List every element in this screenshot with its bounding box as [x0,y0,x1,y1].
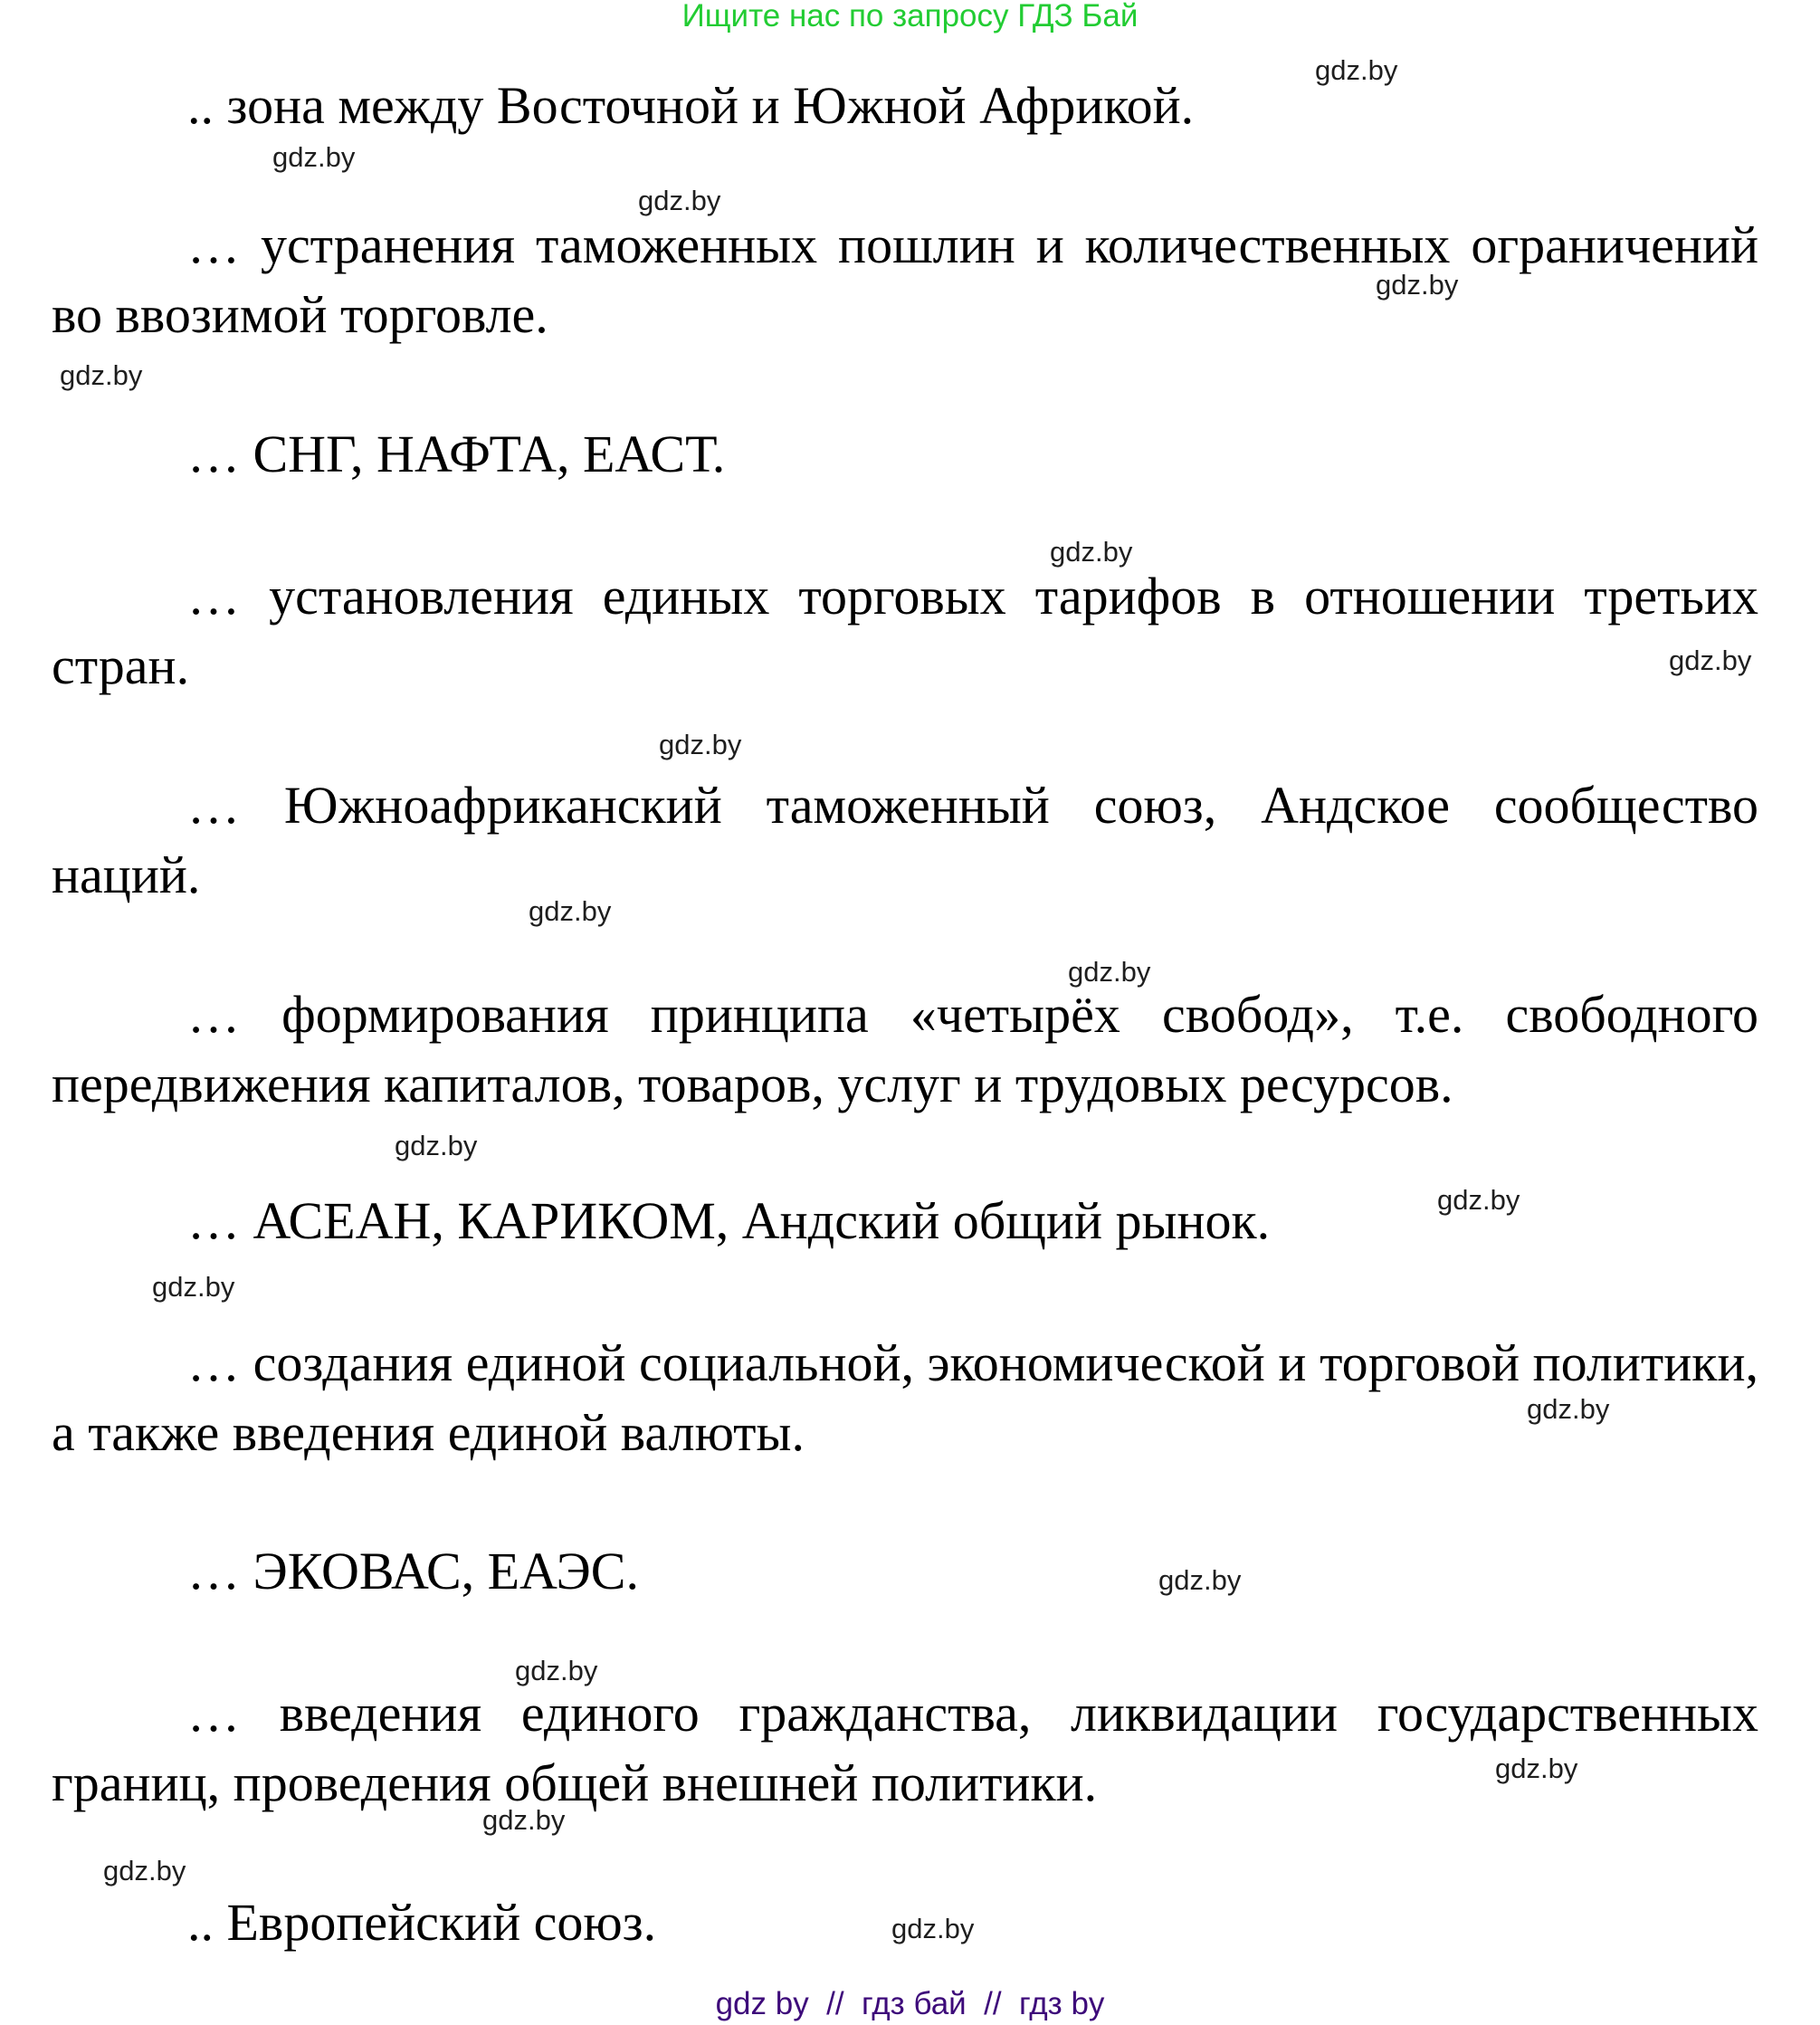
answer-8: … создания единой социальной, экономической и торговой политики, а также введения единой валюты. [52,1333,1758,1462]
answer-1: .. зона между Восточной и Южной Африкой. [187,76,1195,135]
answer-3: … СНГ, НАФТА, ЕАСТ. [187,425,726,483]
watermark: gdz.by [1376,269,1459,301]
watermark: gdz.by [482,1804,566,1836]
watermark: gdz.by [891,1913,975,1944]
watermark: gdz.by [1495,1753,1578,1784]
answer-9: … ЭКОВАС, ЕАЭС. [187,1542,639,1600]
answer-6: … формирования принципа «четырёх свобод», т.е. свободного передвижения капиталов, товаров, услуг и трудовых ресурсов. [52,985,1758,1113]
watermark: gdz.by [1669,645,1752,676]
watermark: gdz.by [152,1271,235,1303]
answer-10: … введения единого гражданства, ликвидации государственных границ, проведения общей внешней политики. [52,1684,1758,1812]
watermark: gdz.by [1437,1184,1520,1216]
search-promo-banner: Ищите нас по запросу ГДЗ Бай [681,0,1139,33]
watermark: gdz.by [638,185,721,216]
answer-7: … АСЕАН, КАРИКОМ, Андский общий рынок. [187,1191,1271,1250]
footer-site-links[interactable]: gdz by // гдз бай // гдз by [715,1986,1105,2021]
watermark: gdz.by [1315,54,1398,86]
answer-5: … Южноафриканский таможенный союз, Андское сообщество наций. [52,776,1758,904]
watermark: gdz.by [515,1655,598,1686]
watermark: gdz.by [529,895,612,927]
answer-4: … установления единых торговых тарифов в отношении третьих стран. [52,567,1758,695]
watermark: gdz.by [60,359,143,391]
answer-11: .. Европейский союз. [187,1893,657,1952]
watermark: gdz.by [659,729,742,760]
watermark: gdz.by [1527,1393,1610,1425]
watermark: gdz.by [395,1130,478,1161]
watermark: gdz.by [272,141,356,173]
watermark: gdz.by [1068,956,1151,988]
watermark: gdz.by [1050,536,1133,568]
watermark: gdz.by [1158,1564,1242,1596]
watermark: gdz.by [103,1855,186,1886]
answer-2: … устранения таможенных пошлин и количественных ограничений во ввозимой торговле. [52,215,1758,344]
